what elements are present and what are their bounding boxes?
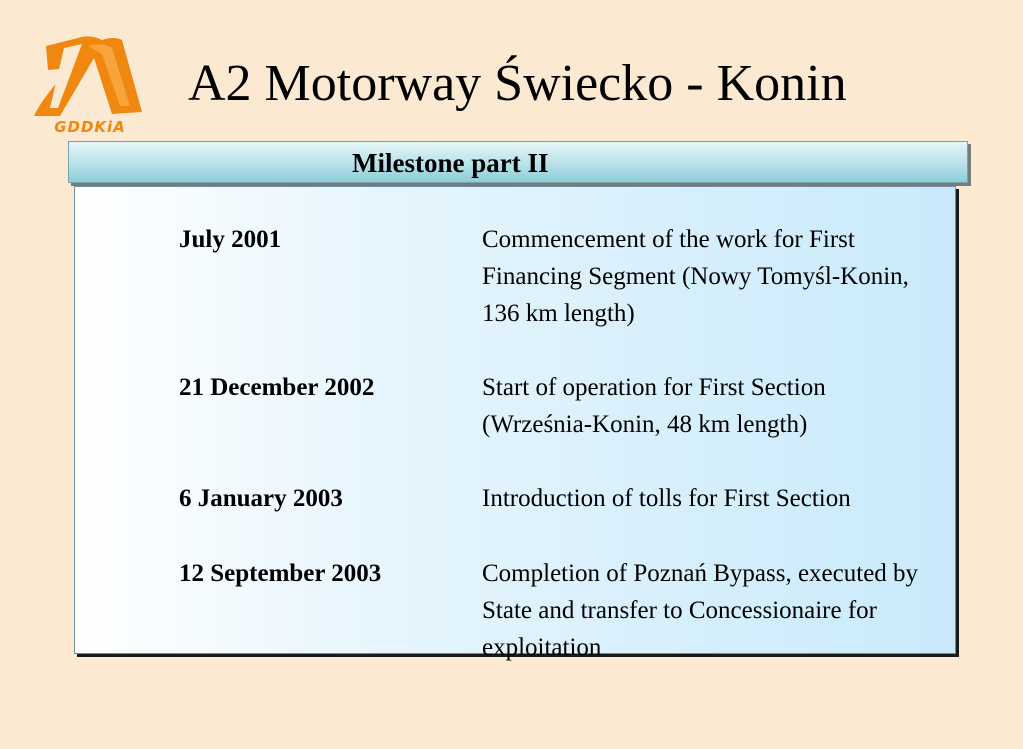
milestone-date: 21 December 2002 [179, 374, 375, 401]
section-subtitle: Milestone part II [352, 148, 549, 178]
gddkia-logo [30, 28, 150, 134]
svg-text:GDDKiA: GDDKiA [54, 118, 126, 134]
milestone-date: 12 September 2003 [179, 560, 382, 587]
page-title: A2 Motorway Świecko - Konin [188, 55, 847, 112]
milestone-description: Introduction of tolls for First Section [482, 485, 851, 512]
milestone-description: Completion of Poznań Bypass, executed by State and transfer to Concessionaire for exploitation [482, 560, 919, 661]
milestone-date: 6 January 2003 [179, 485, 343, 512]
milestone-date: July 2001 [179, 226, 282, 253]
milestone-description: Commencement of the work for First Financing Segment (Nowy Tomyśl-Konin, 136 km length) [482, 226, 909, 327]
milestone-description: Start of operation for First Section (Września-Konin, 48 km length) [482, 374, 826, 438]
